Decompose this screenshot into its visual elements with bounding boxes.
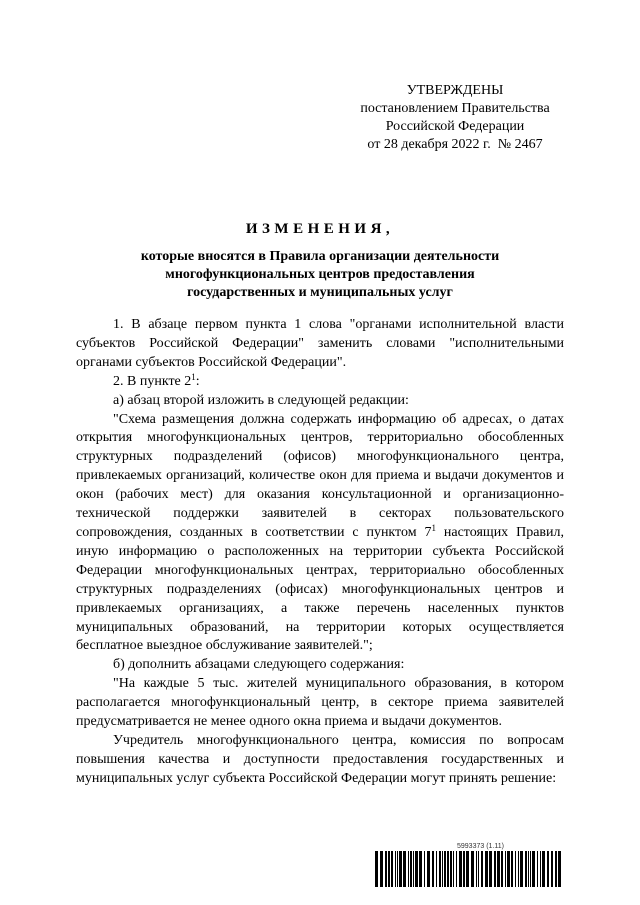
approval-number: № 2467 [497,137,543,152]
document-title: ИЗМЕНЕНИЯ, [245,221,395,237]
approval-date-number [330,136,580,154]
paragraph-3: а) абзац второй изложить в следующей редакции: [113,392,409,408]
paragraph-6: "На каждые 5 тыс. жителей муниципального образования, в котором располагается многофункциональный центр, в секторе приема заявителей предусматривается не менее одного окна приема и выдачи документов. [76,676,564,730]
document-body [76,316,564,789]
subtitle-line: государственных и муниципальных услуг [187,285,453,300]
superscript: 1 [431,522,436,533]
document-subtitle [70,248,570,302]
subtitle-line: которые вносятся в Правила организации деятельности [140,249,500,264]
paragraph-1: 1. В абзаце первом пункта 1 слова "органами исполнительной власти субъектов Российской Федерации" заменить словами "исполнительными органами субъектов Российской Федерации". [76,317,564,370]
document-title-block [70,220,570,302]
paragraph-7: Учредитель многофункционального центра, комиссия по вопросам повышения качества и доступности предоставления государственных и муниципальных услуг субъекта Российской Федерации могут принять решение: [76,732,564,786]
approval-government: Российской Федерации [385,119,525,134]
approval-decree: постановлением Правительства [360,101,550,116]
approval-title: УТВЕРЖДЕНЫ [406,83,504,98]
superscript: 1 [191,371,196,382]
barcode-icon [375,851,563,887]
subtitle-line: многофункциональных центров предоставления [165,267,475,282]
paragraph-2: 2. В пункте $2^1$: [113,371,200,389]
document-code: 5993373 (1.11) [457,843,504,850]
paragraph-4: "Схема размещения должна содержать информацию об адресах, о датах открытия многофункциональных центров, территориально обособленных структурных подразделений (офисов) многофункционального центра, привлекаемых организаций, количестве окон для приема и выдачи документов и окон (рабочих мест) для оказания консультационной и организационно-технической поддержки заявителей в секторах пользовательского сопровождения, созданных в соответствии с пунктом $7^1$ настоящих Правил, иную информацию о расположенных на территории субъекта Российской Федерации многофункциональных центрах, территориально обособленных структурных подразделениях (офисах) многофункциональных центров и привлекаемых организациях, а также перечень населенных пунктов муниципальных образований, на территории которых осуществляется бесплатное выездное обслуживание заявителей."; [76,411,564,654]
approval-block [330,82,580,154]
paragraph-5: б) дополнить абзацами следующего содержания: [113,657,405,673]
approval-date: от 28 декабря 2022 г. [367,137,491,152]
